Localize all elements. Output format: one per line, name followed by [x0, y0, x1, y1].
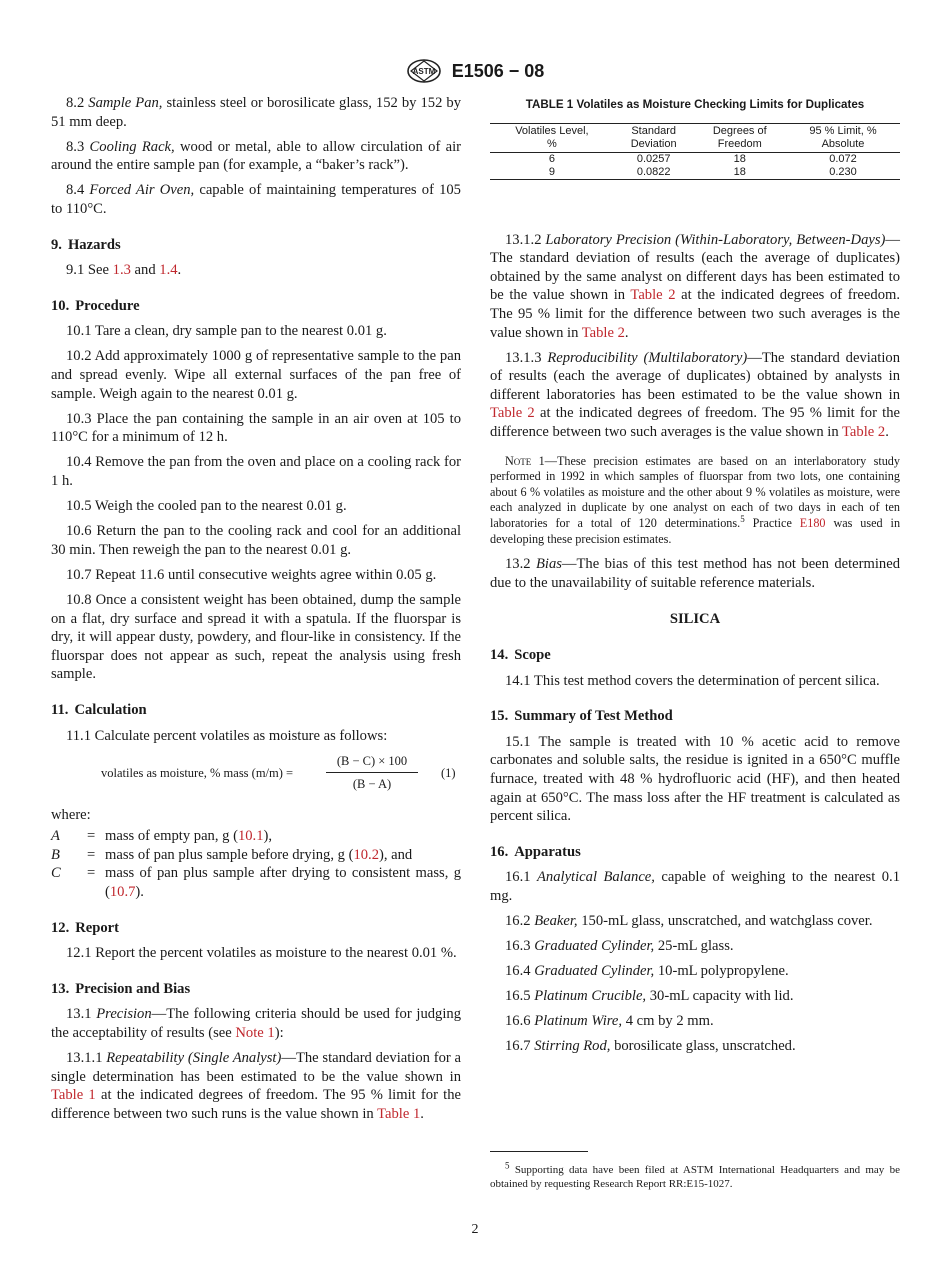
table-header-row: [490, 123, 900, 152]
right-column: [490, 94, 900, 1063]
col-header-limit: 95 % Limit, % Absolute: [786, 123, 900, 152]
definition-b: B = mass of pan plus sample before drying, g (10.2), and: [51, 846, 413, 863]
section-11-1: 11.1 Calculate percent volatiles as moisture as follows:: [66, 727, 388, 744]
section-8-3: 8.3 Cooling Rack, wood or metal, able to allow circulation of air around the entire sample pan (for example, a “baker’s rack”).: [51, 138, 461, 174]
section-10-2: 10.2 Add approximately 1000 g of representative sample to the pan and spread evenly. Wipe all external surfaces of the pan free of sample. Weigh again to the nearest 0.01 g.: [51, 348, 461, 402]
section-15-1: 15.1 The sample is treated with 10 % acetic acid to remove carbonates and soluble salts, the residue is ignited in a 650°C muffle furnace, treated with 48 % hydrofluoric acid (HF), and then heated again at 650°C. The mass loss after the HF treatment is calculated as percent silica.: [490, 733, 900, 825]
heading-calculation: 11. Calculation: [51, 701, 147, 718]
ref-table-2[interactable]: Table 2: [581, 324, 625, 341]
section-14-1: 14.1 This test method covers the determination of percent silica.: [505, 672, 880, 689]
definition-a: A = mass of empty pan, g (10.1),: [51, 828, 273, 845]
section-16-1: 16.1 Analytical Balance, capable of weighing to the nearest 0.1 mg.: [490, 869, 900, 904]
col-header-volatiles: Volatiles Level, %: [490, 123, 614, 152]
col-header-std-dev: Standard Deviation: [614, 123, 694, 152]
note-1: Note 1—These precision estimates are based on an interlaboratory study performed in 1992 in which samples of fluorspar from two lots, one containing about 6 % volatiles as moisture and the other about 9 % volatiles as moisture, were each analyzed in duplicate by one analyst on each of two days in each of ten laboratories for a total of 120 determinations.$^5$ Practice E180 was used in developing these precision estimates.: [490, 453, 901, 546]
section-8-2: 8.2 Sample Pan, stainless steel or borosilicate glass, 152 by 152 by 51 mm deep.: [51, 95, 461, 130]
equation-number: (1): [441, 765, 456, 780]
ref-1-4[interactable]: 1.4: [159, 262, 178, 279]
section-13-1-2: 13.1.2 Laboratory Precision (Within-Laboratory, Between-Days)—The standard deviation of results (each the average of duplicates) obtained by the same analyst on different days has been estimated to be the value shown in Table 2 at the indicated degrees of freedom. The 95 % limit for the difference between two such averages is the value shown in Table 2.: [490, 231, 900, 341]
equation-1: [51, 752, 461, 796]
heading-precision-bias: 13. Precision and Bias: [51, 980, 191, 997]
footnote-5: $^5$ Supporting data have been filed at ASTM International Headquarters and may be obtained by requesting Research Report RR:E15-1027.: [490, 1160, 900, 1190]
equation-fraction: [326, 752, 418, 794]
heading-summary: 15. Summary of Test Method: [490, 708, 673, 725]
heading-silica: SILICA: [669, 611, 721, 628]
ref-10-1[interactable]: 10.1: [237, 828, 264, 845]
variable-definitions: [51, 827, 461, 901]
table-1: [490, 123, 900, 180]
equation-numerator: (B − C) × 100: [326, 752, 418, 774]
section-9-1: 9.1 See 1.3 and 1.4.: [66, 262, 182, 279]
section-16-5: 16.5 Platinum Crucible, 30-mL capacity with lid.: [505, 988, 794, 1005]
heading-scope: 14. Scope: [490, 646, 551, 663]
ref-10-7[interactable]: 10.7: [109, 884, 136, 900]
section-10-5: 10.5 Weigh the cooled pan to the nearest 0.01 g.: [66, 498, 347, 515]
document-id: E1506 − 08: [451, 60, 545, 81]
footnote-divider: [490, 1151, 588, 1152]
equation-lhs: volatiles as moisture, % mass (m/m) =: [101, 765, 294, 780]
col-header-dof: Degrees of Freedom: [694, 123, 786, 152]
section-16-6: 16.6 Platinum Wire, 4 cm by 2 mm.: [505, 1013, 714, 1030]
equation-denominator: (B − A): [352, 777, 392, 792]
section-13-2: 13.2 Bias—The bias of this test method has not been determined due to the unavailability of suitable reference materials.: [490, 556, 901, 591]
section-10-1: 10.1 Tare a clean, dry sample pan to the nearest 0.01 g.: [66, 323, 387, 340]
ref-10-2[interactable]: 10.2: [353, 846, 379, 863]
ref-table-2[interactable]: Table 2: [842, 424, 886, 441]
ref-table-1[interactable]: Table 1: [377, 1105, 421, 1122]
ref-table-2[interactable]: Table 2: [630, 287, 676, 304]
astm-logo-icon: [406, 58, 442, 84]
table-row: 6 0.0257 18 0.072: [548, 152, 857, 165]
section-16-3: 16.3 Graduated Cylinder, 25-mL glass.: [505, 938, 734, 955]
svg-text:ASTM: ASTM: [412, 67, 436, 76]
table-1-title: TABLE 1 Volatiles as Moisture Checking Limits for Duplicates: [525, 98, 865, 111]
section-8-4: 8.4 Forced Air Oven, capable of maintaining temperatures of 105 to 110°C.: [51, 182, 461, 217]
section-10-3: 10.3 Place the pan containing the sample in an air oven at 105 to 110°C for a minimum of 12 h.: [51, 410, 461, 446]
left-column: [51, 94, 461, 1130]
section-16-2: 16.2 Beaker, 150-mL glass, unscratched, and watchglass cover.: [505, 913, 873, 929]
page-header: [0, 58, 950, 84]
section-10-7: 10.7 Repeat 11.6 until consecutive weights agree within 0.05 g.: [66, 566, 437, 583]
section-10-4: 10.4 Remove the pan from the oven and place on a cooling rack for 1 h.: [51, 454, 461, 489]
heading-procedure: 10. Procedure: [51, 297, 140, 314]
section-13-1-1: 13.1.1 Repeatability (Single Analyst)—The standard deviation for a single determination has been estimated to be the value shown in Table 1 at the indicated degrees of freedom. The 95 % limit for the difference between two such runs is the value shown in Table 1.: [51, 1050, 461, 1122]
ref-table-1[interactable]: Table 1: [51, 1087, 96, 1104]
section-10-6: 10.6 Return the pan to the cooling rack and cool for an additional 30 min. Then reweigh the pan to the nearest 0.01 g.: [51, 523, 461, 558]
heading-report: 12. Report: [51, 919, 120, 936]
section-13-1-3: 13.1.3 Reproducibility (Multilaboratory)—The standard deviation of results (each the average of duplicates) obtained by analysts in different laboratories has been estimated to be the value shown in Table 2 at the indicated degrees of freedom. The 95 % limit for the difference between two such averages is the value shown in Table 2.: [490, 349, 900, 441]
heading-hazards: 9. Hazards: [51, 236, 121, 253]
section-10-8: 10.8 Once a consistent weight has been obtained, dump the sample on a flat, dry surface and spread it with a spatula. If the fluorspar is dry, it will appear dusty, powdery, and flour-like in consistency. If the fluorspar does not appear as such, repeat the analysis using fresh sample.: [51, 591, 461, 683]
definition-c: C = mass of pan plus sample after drying to consistent mass, g (10.7).: [51, 865, 461, 900]
ref-1-3[interactable]: 1.3: [112, 262, 131, 279]
section-13-1: 13.1 Precision—The following criteria should be used for judging the acceptability of results (see Note 1):: [51, 1006, 461, 1041]
where-label: where:: [51, 806, 91, 823]
page-number: 2: [471, 1222, 479, 1237]
ref-table-2[interactable]: Table 2: [490, 405, 535, 422]
ref-e180[interactable]: E180: [799, 516, 826, 530]
table-row: 9 0.0822 18 0.230: [548, 165, 857, 178]
section-16-4: 16.4 Graduated Cylinder, 10-mL polypropylene.: [505, 963, 789, 980]
section-16-7: 16.7 Stirring Rod, borosilicate glass, unscratched.: [505, 1038, 796, 1055]
section-12-1: 12.1 Report the percent volatiles as moisture to the nearest 0.01 %.: [66, 945, 457, 962]
heading-apparatus: 16. Apparatus: [490, 843, 581, 860]
ref-note-1[interactable]: Note 1: [235, 1024, 275, 1041]
